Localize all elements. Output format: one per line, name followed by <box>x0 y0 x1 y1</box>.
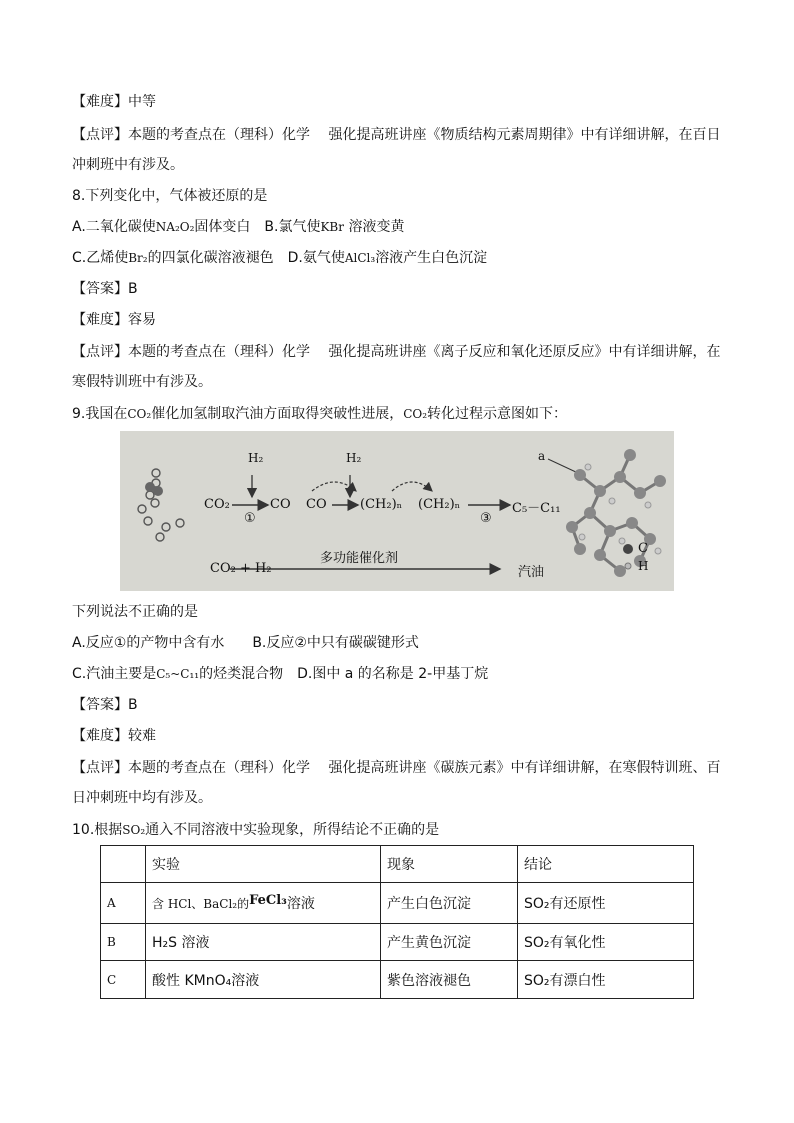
q8-c-text: C.乙烯使 <box>72 250 129 266</box>
row-conclusion: SO₂有氧化性 <box>518 924 694 961</box>
formula-br2: Br₂ <box>128 251 148 265</box>
question-8: 8.下列变化中，气体被还原的是 <box>72 188 268 204</box>
difficulty-line: 【难度】中等 <box>72 94 156 110</box>
q9-text-1: 9.我国在 <box>72 406 128 422</box>
co2-conversion-figure <box>120 431 674 591</box>
table-row <box>101 961 694 999</box>
formula-c5c11: C₅~C₁₁ <box>156 667 200 681</box>
exp-text: 含 HCl、BaCl₂的 <box>152 897 250 911</box>
question-9 <box>72 404 567 424</box>
row-conclusion: SO₂有还原性 <box>518 883 694 924</box>
table-header: 实验 <box>146 846 381 883</box>
row-phenomenon: 产生黄色沉淀 <box>381 924 518 961</box>
q9-stem: 下列说法不正确的是 <box>72 604 198 620</box>
q10-text-1: 10.根据 <box>72 822 123 838</box>
table-header: 结论 <box>518 846 694 883</box>
difficulty-9: 【难度】较难 <box>72 728 156 744</box>
fig-h2-2: H₂ <box>346 451 362 465</box>
fig-step1: ① <box>244 511 256 526</box>
row-label: C <box>101 961 146 999</box>
row-experiment <box>146 883 381 924</box>
q8-b-tail: 溶液变黄 <box>348 219 405 235</box>
row-label: A <box>101 883 146 924</box>
fig-co-b: CO <box>306 497 327 512</box>
q9-text-3: 转化过程示意图如下： <box>427 406 568 422</box>
q9-c-text: C.汽油主要是 <box>72 666 157 682</box>
row-conclusion: SO₂有漂白性 <box>518 961 694 999</box>
review-8: 【点评】本题的考查点在（理科）化学 强化提高班讲座《离子反应和氧化还原反应》中有详细讲解，在 <box>72 344 721 360</box>
answer-9: 【答案】B <box>72 697 138 713</box>
fig-ch2m: (CH₂)ₙ <box>418 497 461 512</box>
q9-text-2: 催化加氢制取汽油方面取得突破性进展， <box>151 406 404 422</box>
review-9: 【点评】本题的考查点在（理科）化学 强化提高班讲座《碳族元素》中有详细讲解，在寒假特训班、百 <box>72 760 721 776</box>
q8-b-text: 固体变白 B.氯气使 <box>194 219 321 235</box>
fig-ch2n: (CH₂)ₙ <box>360 497 403 512</box>
q10-text-2: 通入不同溶液中实验现象，所得结论不正确的是 <box>145 822 440 838</box>
fig-co2: CO₂ <box>204 497 230 512</box>
exp-tail: 溶液 <box>286 896 315 912</box>
fig-c5c11: C₅－C₁₁ <box>512 501 561 516</box>
fig-co: CO <box>270 497 291 512</box>
table-header: 现象 <box>381 846 518 883</box>
review-8-cont: 寒假特训班中有涉及。 <box>72 374 212 390</box>
fig-feed: CO₂ + H₂ <box>210 561 272 576</box>
table-row <box>101 883 694 924</box>
q9-options-cd <box>72 664 488 684</box>
experiment-table <box>100 845 694 999</box>
question-10 <box>72 820 439 840</box>
fig-legend-c: C <box>638 541 648 556</box>
fig-product: 汽油 <box>518 565 545 580</box>
q9-options-ab: A.反应①的产物中含有水 B.反应②中只有碳碳键形式 <box>72 635 419 651</box>
fig-catalyst: 多功能催化剂 <box>320 551 399 566</box>
q8-options-cd <box>72 248 487 268</box>
row-experiment: H₂S 溶液 <box>146 924 381 961</box>
fig-legend-h: H <box>638 559 649 573</box>
fig-step3: ③ <box>480 511 492 526</box>
formula-alcl3: AlCl₃ <box>344 251 376 265</box>
formula-so2: SO₂ <box>122 823 146 837</box>
formula-co2-2: CO₂ <box>403 407 428 421</box>
review-line: 【点评】本题的考查点在（理科）化学 强化提高班讲座《物质结构元素周期律》中有详细讲解，在百日 <box>72 127 721 143</box>
fig-h2-1: H₂ <box>248 451 264 465</box>
q8-a-text: A.二氧化碳使 <box>72 219 156 235</box>
table-row <box>101 924 694 961</box>
table-header-row <box>101 846 694 883</box>
q8-d-text: 的四氯化碳溶液褪色 D.氨气使 <box>147 250 345 266</box>
row-label: B <box>101 924 146 961</box>
difficulty-8: 【难度】容易 <box>72 312 156 328</box>
legend-h-icon <box>625 563 631 569</box>
row-phenomenon: 紫色溶液褪色 <box>381 961 518 999</box>
formula-na2o2: NA₂O₂ <box>155 220 195 234</box>
q8-options-ab <box>72 217 404 237</box>
row-phenomenon: 产生白色沉淀 <box>381 883 518 924</box>
formula-co2: CO₂ <box>127 407 152 421</box>
formula-fecl3: FeCl₃ <box>249 893 287 908</box>
legend-c-icon <box>623 544 633 554</box>
q8-d-tail: 溶液产生白色沉淀 <box>375 250 488 266</box>
q9-cd-text: 的烃类混合物 D.图中 a 的名称是 2-甲基丁烷 <box>199 666 489 682</box>
review-line-cont: 冲刺班中有涉及。 <box>72 157 184 173</box>
row-experiment: 酸性 KMnO₄溶液 <box>146 961 381 999</box>
table-header <box>101 846 146 883</box>
formula-kbr: KBr <box>320 220 344 234</box>
review-9-cont: 日冲刺班中均有涉及。 <box>72 790 212 806</box>
fig-label-a: a <box>538 449 546 463</box>
answer-8: 【答案】B <box>72 281 138 297</box>
